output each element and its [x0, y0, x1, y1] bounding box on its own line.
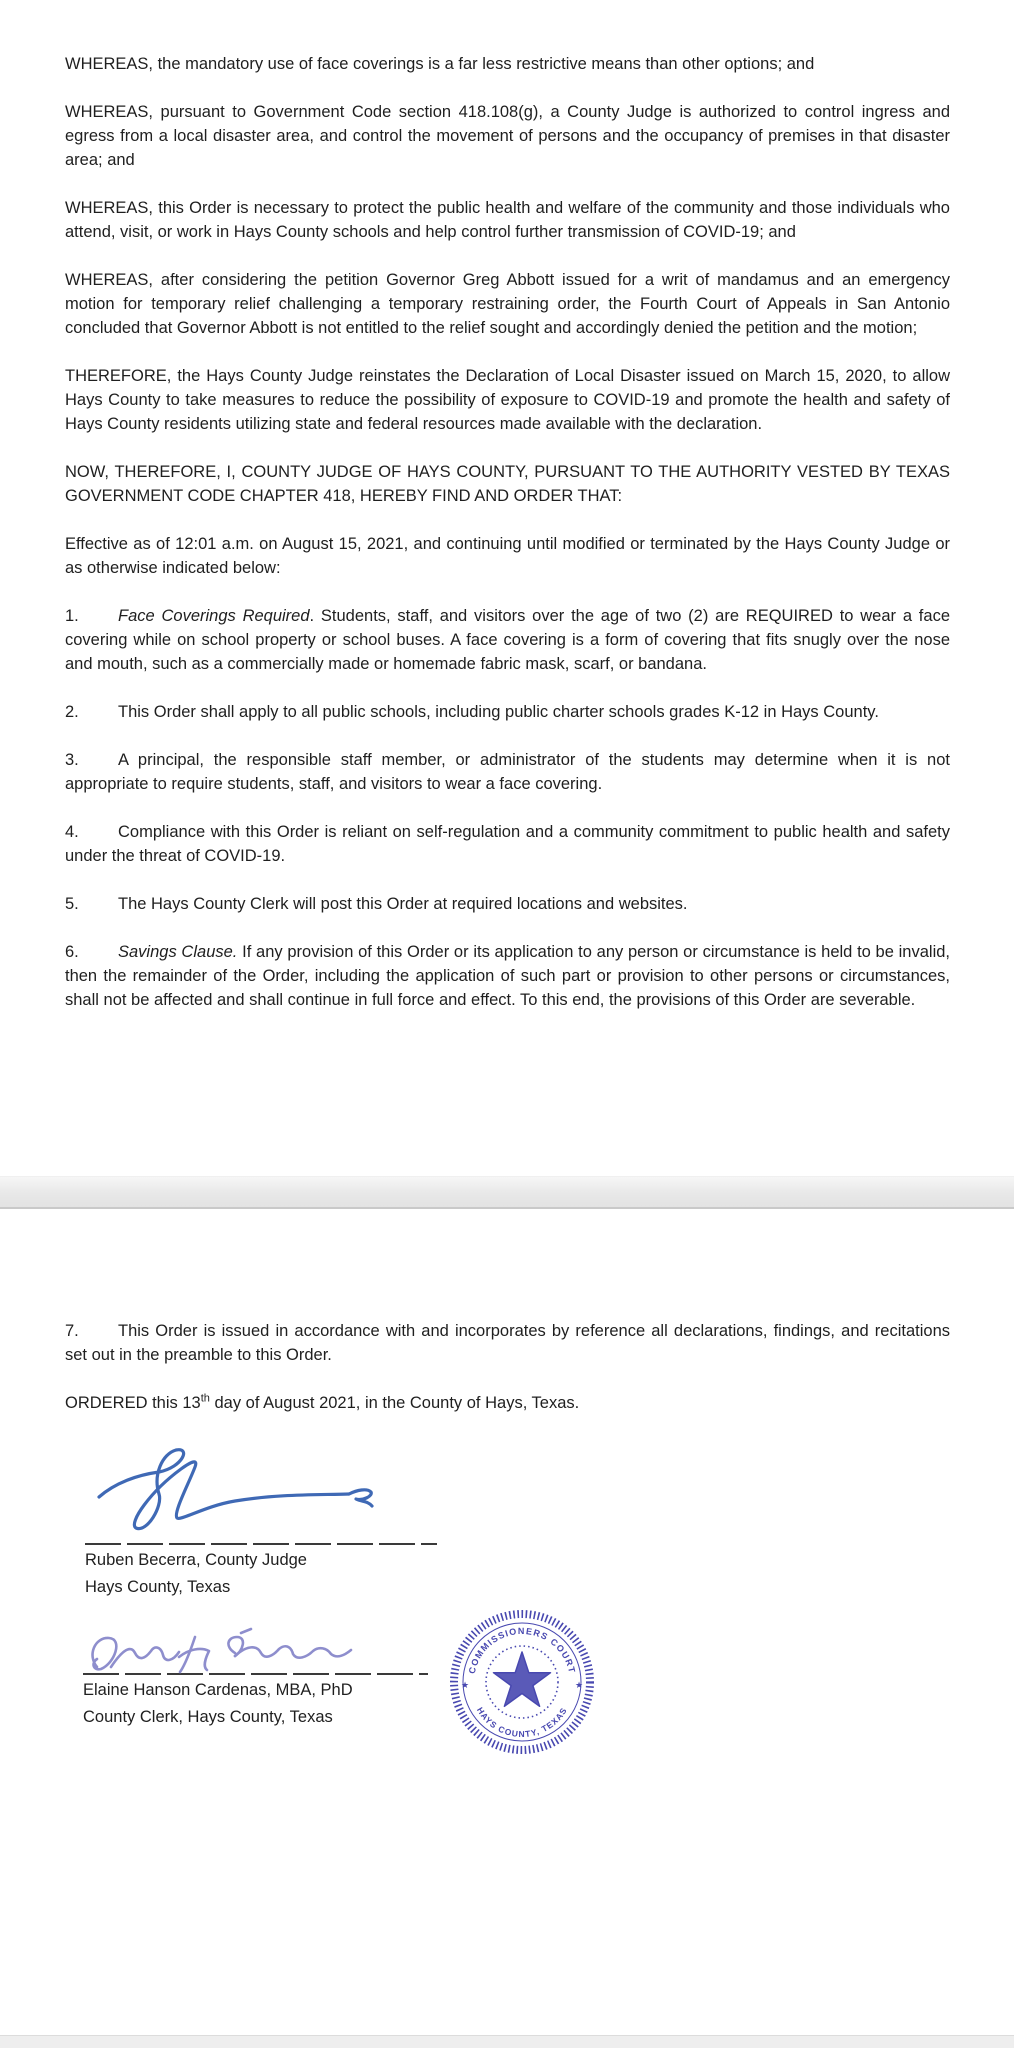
item-lead: Face Coverings Required	[118, 607, 310, 625]
seal-side-star: ★	[575, 1680, 584, 1690]
signature-block-county-clerk	[65, 1625, 950, 1740]
effective-paragraph: Effective as of 12:01 a.m. on August 15, 2021, and continuing until modified or terminated by the Hays County Judge or as otherwise indicated below:	[65, 535, 950, 577]
item-number: 2.	[65, 703, 79, 721]
numbered-item	[65, 820, 950, 868]
signature-elaine-cardenas-ink	[83, 1625, 383, 1687]
signer-name: Ruben Becerra, County Judge	[85, 1551, 307, 1569]
item-number: 7.	[65, 1322, 79, 1340]
item-text: This Order shall apply to all public schools, including public charter schools grades K-12 in Hays County.	[118, 703, 879, 721]
numbered-item	[65, 604, 950, 676]
item-text: . Students, staff, and visitors over the age of two (2) are REQUIRED to wear a face covering while on school property or school buses. A face covering is a form of covering that fits snugly over the nose and mouth, such as a commercially made or homemade fabric mask, scarf, or bandana.	[65, 607, 950, 673]
page-break-separator	[0, 1176, 1014, 1209]
numbered-item	[65, 748, 950, 796]
signature-ruben-becerra-ink	[85, 1439, 415, 1547]
ordered-clause	[65, 1391, 950, 1415]
ordered-text: day of August 2021, in the County of Hays, Texas.	[209, 1394, 580, 1412]
county-seal-icon	[447, 1607, 597, 1757]
signer-title: Hays County, Texas	[85, 1578, 231, 1596]
numbered-item	[65, 1319, 950, 1367]
numbered-item	[65, 940, 950, 1012]
whereas-paragraph: WHEREAS, this Order is necessary to protect the public health and welfare of the community and those individuals who attend, visit, or work in Hays County schools and help control further transmission of COVID-19; and	[65, 199, 950, 241]
item-number: 6.	[65, 943, 79, 961]
numbered-item	[65, 700, 950, 724]
signature-line	[83, 1673, 428, 1675]
seal-bottom-text: HAYS COUNTY, TEXAS	[474, 1705, 570, 1740]
now-therefore-paragraph: NOW, THEREFORE, I, COUNTY JUDGE OF HAYS COUNTY, PURSUANT TO THE AUTHORITY VESTED BY TEXAS GOVERNMENT CODE CHAPTER 418, HEREBY FIND AND ORDER THAT:	[65, 463, 950, 505]
item-number: 1.	[65, 607, 79, 625]
seal-side-star: ★	[461, 1680, 470, 1690]
next-page-break-hint	[0, 2035, 1014, 2048]
signer-name: Elaine Hanson Cardenas, MBA, PhD	[83, 1681, 353, 1699]
numbered-item	[65, 892, 950, 916]
page1-bottom-margin	[65, 1036, 950, 1176]
whereas-paragraph: WHEREAS, the mandatory use of face coverings is a far less restrictive means than other options; and	[65, 55, 815, 73]
signature-line	[85, 1543, 437, 1545]
item-number: 4.	[65, 823, 79, 841]
svg-text:HAYS COUNTY, TEXAS	[475, 1705, 569, 1739]
item-number: 5.	[65, 895, 79, 913]
whereas-paragraph: WHEREAS, pursuant to Government Code section 418.108(g), a County Judge is authorized to control ingress and egress from a local disaster area, and control the movement of persons and the occupancy of premises in that disaster area; and	[65, 103, 950, 169]
order-body-page2	[0, 1209, 1014, 1740]
item-number: 3.	[65, 751, 79, 769]
ordered-text: ORDERED this 13	[65, 1394, 201, 1412]
seal-top-text: COMMISSIONERS COURT	[466, 1625, 578, 1675]
item-text: A principal, the responsible staff member, or administrator of the students may determine when it is not appropriate to require students, staff, and visitors to wear a face covering.	[65, 751, 950, 793]
item-text: Compliance with this Order is reliant on self-regulation and a community commitment to public health and safety under the threat of COVID-19.	[65, 823, 950, 865]
item-text: If any provision of this Order or its application to any person or circumstance is held to be invalid, then the remainder of the Order, including the application of such part or provision to other persons or circumstances, shall not be affected and shall continue in full force and effect. To this end, the provisions of this Order are severable.	[65, 943, 950, 1009]
item-text: This Order is issued in accordance with and incorporates by reference all declarations, findings, and recitations set out in the preamble to this Order.	[65, 1322, 950, 1364]
signature-block-county-judge	[65, 1439, 950, 1599]
page2-top-margin	[65, 1209, 950, 1319]
signer-title: County Clerk, Hays County, Texas	[83, 1708, 333, 1726]
whereas-paragraph: WHEREAS, after considering the petition Governor Greg Abbott issued for a writ of mandamus and an emergency motion for temporary relief challenging a temporary restraining order, the Fourth Court of Appeals in San Antonio concluded that Governor Abbott is not entitled to the relief sought and accordingly denied the petition and the motion;	[65, 271, 950, 337]
therefore-paragraph: THEREFORE, the Hays County Judge reinstates the Declaration of Local Disaster issued on March 15, 2020, to allow Hays County to take measures to reduce the possibility of exposure to COVID-19 and promote the health and safety of Hays County residents utilizing state and federal resources made available with the declaration.	[65, 367, 950, 433]
item-lead: Savings Clause.	[118, 943, 238, 961]
ordinal-superscript: th	[200, 1392, 210, 1405]
item-text: The Hays County Clerk will post this Order at required locations and websites.	[118, 895, 688, 913]
